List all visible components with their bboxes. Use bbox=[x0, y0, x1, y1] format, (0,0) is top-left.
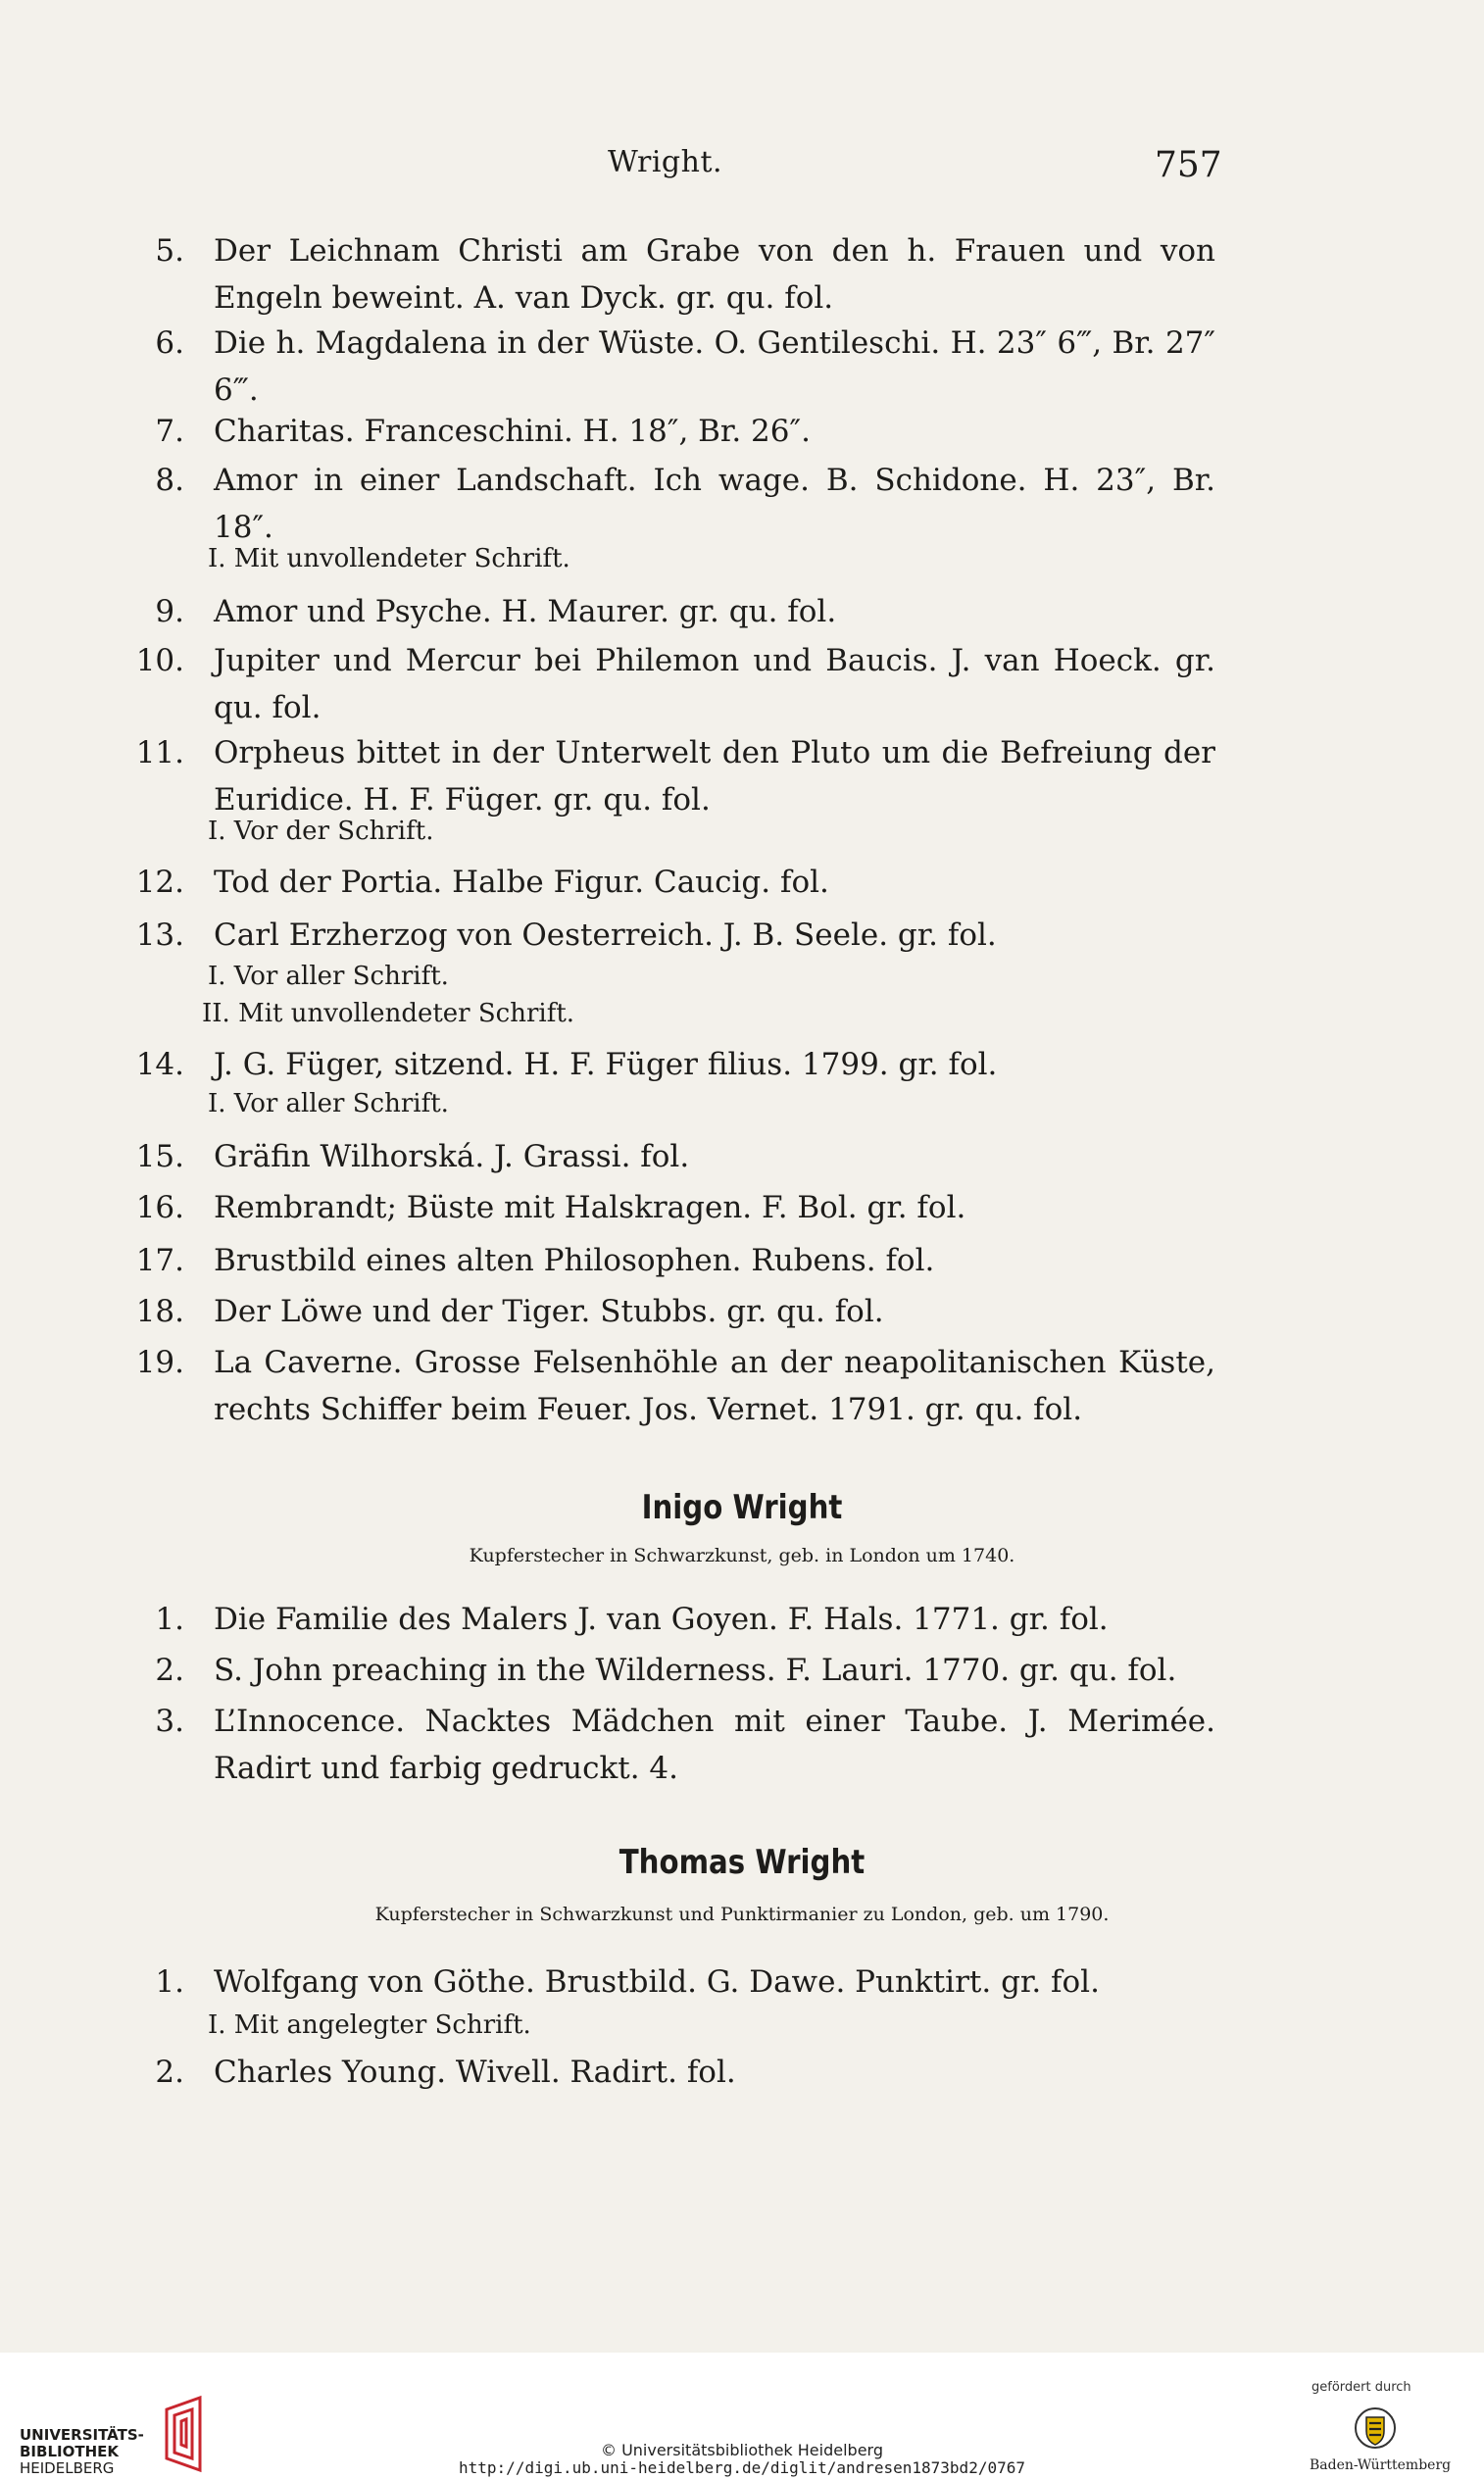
entry-16 bbox=[127, 1184, 1215, 1231]
entry-text: Carl Erzherzog von Oesterreich. J. B. Seele. gr. fol. bbox=[214, 918, 997, 953]
section-title-thomas-wright: Thomas Wright bbox=[618, 1843, 866, 1882]
entry-inigo-3 bbox=[127, 1698, 1215, 1792]
section-subtitle: Kupferstecher in Schwarzkunst und Punktirmanier zu London, geb. um 1790. bbox=[374, 1904, 1110, 1925]
entry-7 bbox=[127, 408, 1215, 455]
entry-10 bbox=[127, 637, 1215, 731]
section-title-inigo-wright: Inigo Wright bbox=[641, 1488, 843, 1527]
entry-number: 1. bbox=[155, 1602, 184, 1637]
entry-thomas-2 bbox=[127, 2049, 1215, 2096]
entry-5 bbox=[127, 227, 1215, 322]
entry-number: 6. bbox=[155, 325, 184, 361]
entry-number: 10. bbox=[135, 643, 184, 678]
entry-text: Die h. Magdalena in der Wüste. O. Gentileschi. H. 23″ 6‴, Br. 27″ 6‴. bbox=[214, 325, 1215, 408]
entry-text: Amor in einer Landschaft. Ich wage. B. Schidone. H. 23″, Br. 18″. bbox=[214, 463, 1215, 545]
entry-text: Die Familie des Malers J. van Goyen. F. Hals. 1771. gr. fol. bbox=[214, 1602, 1109, 1637]
section-subtitle: Kupferstecher in Schwarzkunst, geb. in London um 1740. bbox=[469, 1545, 1015, 1566]
state-note: I. Vor aller Schrift. bbox=[208, 962, 449, 991]
entry-text: Rembrandt; Büste mit Halskragen. F. Bol. gr. fol. bbox=[214, 1190, 966, 1225]
entry-19 bbox=[127, 1339, 1215, 1433]
entry-inigo-2 bbox=[127, 1647, 1215, 1694]
entry-text: Charles Young. Wivell. Radirt. fol. bbox=[214, 2055, 736, 2090]
entry-number: 9. bbox=[155, 594, 184, 629]
entry-number: 1. bbox=[155, 1964, 184, 2000]
entry-number: 7. bbox=[155, 414, 184, 449]
entry-text: Der Leichnam Christi am Grabe von den h. Frauen und von Engeln beweint. A. van Dyck. gr. qu. fol. bbox=[214, 233, 1215, 316]
entry-14 bbox=[127, 1041, 1215, 1088]
library-name-line3: HEIDELBERG bbox=[20, 2459, 115, 2477]
entry-text: Gräfin Wilhorská. J. Grassi. fol. bbox=[214, 1139, 690, 1174]
entry-number: 11. bbox=[135, 735, 184, 770]
entry-18 bbox=[127, 1288, 1215, 1335]
copyright-notice: © Universitätsbibliothek Heidelberg bbox=[600, 2441, 883, 2459]
entry-number: 19. bbox=[135, 1345, 184, 1380]
funder-name: Baden-Württemberg bbox=[1310, 2457, 1452, 2473]
entry-text: La Caverne. Grosse Felsenhöhle an der neapolitanischen Küste, rechts Schiffer beim Feuer. Jos. Vernet. 1791. gr. qu. fol. bbox=[214, 1345, 1215, 1427]
entry-number: 2. bbox=[155, 2055, 184, 2090]
entry-text: J. G. Füger, sitzend. H. F. Füger filius. 1799. gr. fol. bbox=[214, 1047, 998, 1082]
entry-number: 16. bbox=[135, 1190, 184, 1225]
running-title: Wright. bbox=[608, 145, 723, 179]
entry-11 bbox=[127, 729, 1215, 823]
coat-of-arms-icon bbox=[1351, 2404, 1400, 2453]
entry-text: Tod der Portia. Halbe Figur. Caucig. fol. bbox=[214, 865, 829, 900]
library-name-line2: BIBLIOTHEK bbox=[20, 2443, 119, 2460]
entry-number: 14. bbox=[135, 1047, 184, 1082]
entry-text: Brustbild eines alten Philosophen. Rubens. fol. bbox=[214, 1243, 935, 1278]
entry-number: 15. bbox=[135, 1139, 184, 1174]
entry-9 bbox=[127, 588, 1215, 635]
entry-text: S. John preaching in the Wilderness. F. Lauri. 1770. gr. qu. fol. bbox=[214, 1653, 1177, 1688]
entry-number: 3. bbox=[155, 1704, 184, 1739]
page-number: 757 bbox=[1155, 145, 1222, 185]
permalink-url[interactable]: http://digi.ub.uni-heidelberg.de/diglit/andresen1873bd2/0767 bbox=[459, 2458, 1025, 2477]
entry-12 bbox=[127, 859, 1215, 906]
entry-text: Amor und Psyche. H. Maurer. gr. qu. fol. bbox=[214, 594, 837, 629]
entry-text: Jupiter und Mercur bei Philemon und Baucis. J. van Hoeck. gr. qu. fol. bbox=[214, 643, 1215, 725]
state-note: II. Mit unvollendeter Schrift. bbox=[202, 999, 575, 1028]
entry-text: Orpheus bittet in der Unterwelt den Pluto um die Befreiung der Euridice. H. F. Füger. gr. qu. fol. bbox=[214, 735, 1215, 818]
state-note: I. Vor der Schrift. bbox=[208, 817, 434, 846]
entry-number: 8. bbox=[155, 463, 184, 498]
entry-text: L’Innocence. Nacktes Mädchen mit einer Taube. J. Merimée. Radirt und farbig gedruckt. 4. bbox=[214, 1704, 1215, 1786]
entry-number: 13. bbox=[135, 918, 184, 953]
entry-15 bbox=[127, 1133, 1215, 1180]
entry-thomas-1 bbox=[127, 1959, 1215, 2006]
library-name-line1: UNIVERSITÄTS- bbox=[20, 2426, 144, 2444]
entry-17 bbox=[127, 1237, 1215, 1284]
entry-text: Der Löwe und der Tiger. Stubbs. gr. qu. fol. bbox=[214, 1294, 884, 1329]
entry-8 bbox=[127, 457, 1215, 551]
entry-6 bbox=[127, 320, 1215, 414]
state-note: I. Vor aller Schrift. bbox=[208, 1089, 449, 1118]
state-note: I. Mit unvollendeter Schrift. bbox=[208, 544, 570, 573]
entry-number: 2. bbox=[155, 1653, 184, 1688]
state-note: I. Mit angelegter Schrift. bbox=[208, 2010, 531, 2040]
entry-text: Wolfgang von Göthe. Brustbild. G. Dawe. Punktirt. gr. fol. bbox=[214, 1964, 1100, 2000]
entry-number: 5. bbox=[155, 233, 184, 269]
funded-by-label: gefördert durch bbox=[1311, 2380, 1411, 2395]
entry-13 bbox=[127, 912, 1215, 959]
entry-number: 12. bbox=[135, 865, 184, 900]
entry-inigo-1 bbox=[127, 1596, 1215, 1643]
entry-number: 17. bbox=[135, 1243, 184, 1278]
entry-text: Charitas. Franceschini. H. 18″, Br. 26″. bbox=[214, 414, 811, 449]
entry-number: 18. bbox=[135, 1294, 184, 1329]
